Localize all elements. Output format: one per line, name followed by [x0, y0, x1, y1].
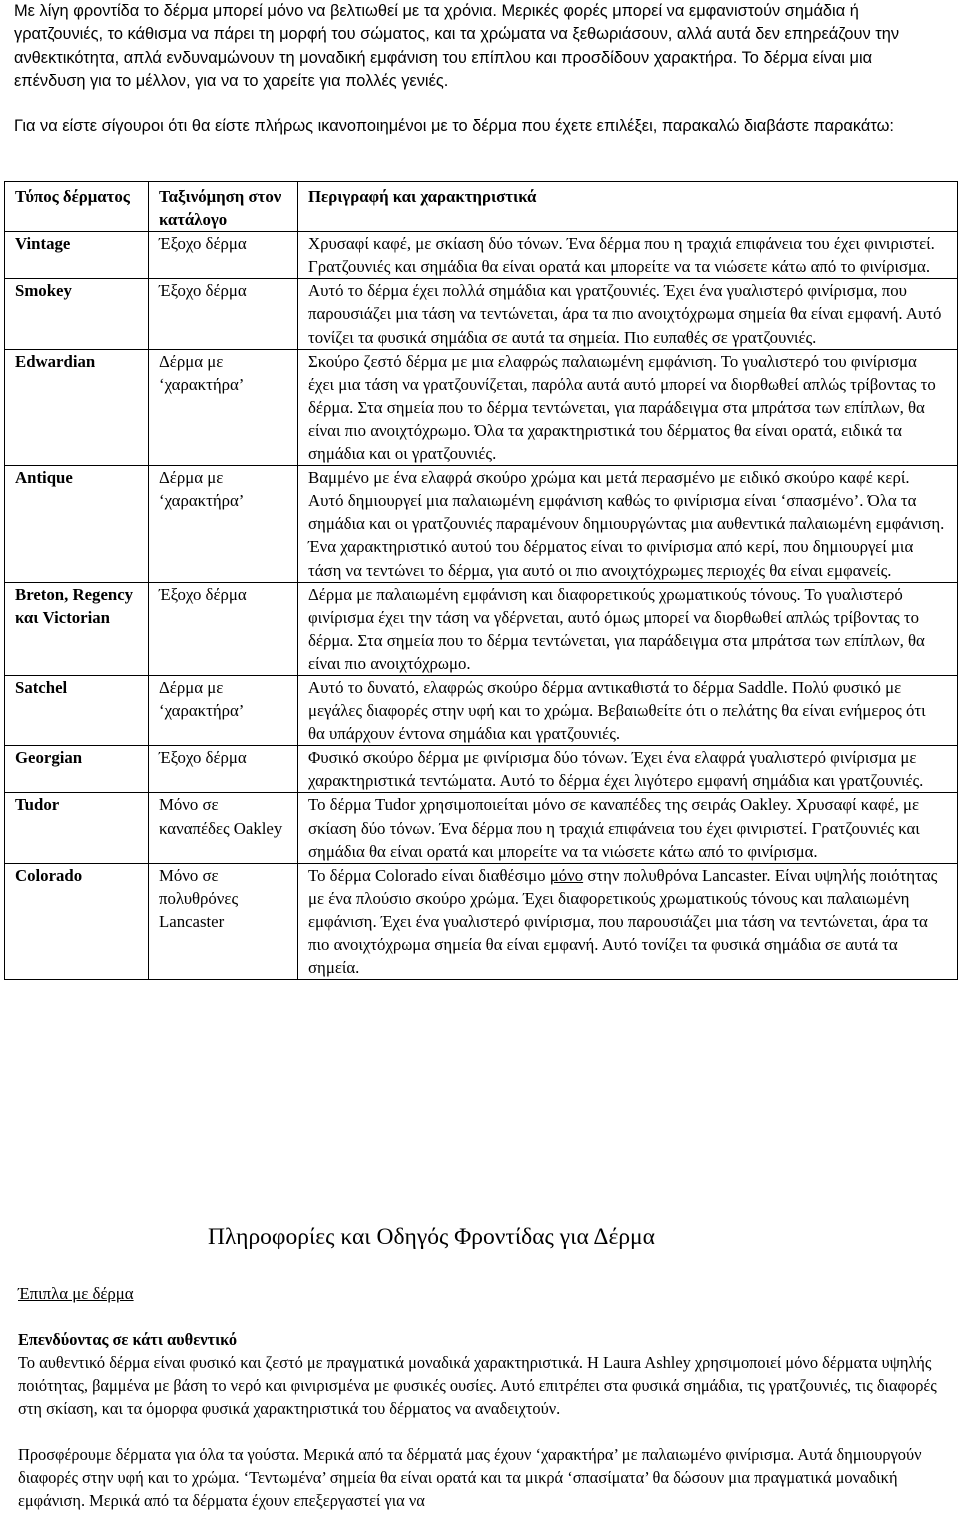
description-underlined-word: μόνο — [549, 865, 584, 885]
description-cell: Δέρμα με παλαιωμένη εμφάνιση και διαφορετικούς χρωματικούς τόνους. Το γυαλιστερό φινίρισμα έχει την τάση να γδέρνεται, αυτό όμως μπορεί να διορθωθεί απλώς τρίβοντας το δέρμα. Στα σημεία που το δέρμα τεντώνεται, για παράδειγμα στα μπράτσα των επίπλων, θα είναι πιο ανοιχτόχρωμο. — [298, 582, 958, 675]
catalog-category-cell: Δέρμα με ‘χαρακτήρα’ — [149, 675, 298, 745]
leather-type-cell: Satchel — [5, 675, 149, 745]
table-row — [5, 746, 958, 793]
catalog-category-cell: Έξοχο δέρμα — [149, 582, 298, 675]
description-cell: Σκούρο ζεστό δέρμα με μια ελαφρώς παλαιωμένη εμφάνιση. Το γυαλιστερό του φινίρισμα έχει μια τάση να γρατζουνίζεται, παρόλα αυτά αυτό μπορεί να διορθωθεί απλώς τρίβοντας το δέρμα. Στα σημεία που το δέρμα τεντώνεται, για παράδειγμα στα μπράτσα των επίπλων, θα είναι πιο ανοιχτόχρωμο. Όλα τα χαρακτηριστικά του δέρματος θα είναι ορατά, ειδικά τα σημάδια και οι γρατζουνιές. — [298, 349, 958, 465]
table-row — [5, 466, 958, 582]
table-row — [5, 279, 958, 349]
header-description: Περιγραφή και χαρακτηριστικά — [298, 182, 958, 232]
table-row — [5, 349, 958, 465]
lead-paragraph: Για να είστε σίγουροι ότι θα είστε πλήρως ικανοποιημένοι με το δέρμα που έχετε επιλέξει, παρακαλώ διαβάστε παρακάτω: — [14, 117, 894, 135]
section-title: Πληροφορίες και Οδηγός Φροντίδας για Δέρμα — [208, 1224, 655, 1250]
catalog-category-cell: Έξοχο δέρμα — [149, 232, 298, 279]
leather-type-cell: Breton, Regency και Victorian — [5, 582, 149, 675]
body-paragraph-1: Το αυθεντικό δέρμα είναι φυσικό και ζεστό με πραγματικά μοναδικά χαρακτηριστικά. Η Laura Ashley χρησιμοποιεί μόνο δέρματα υψηλής ποιότητας, βαμμένα με βάση το νερό και φινιρισμένα με φυσικές ουσίες. Αυτό επιτρέπει στα φυσικά σημάδια, τις γρατζουνιές, τις διαφορές στη σκίαση, και τα όμορφα φυσικά χαρακτηριστικά του δέρματος να αναδειχτούν. — [18, 1353, 937, 1419]
catalog-category-cell: Έξοχο δέρμα — [149, 279, 298, 349]
table-header-row — [5, 182, 958, 232]
catalog-category-cell: Δέρμα με ‘χαρακτήρα’ — [149, 466, 298, 582]
description-cell: Βαμμένο με ένα ελαφρά σκούρο χρώμα και μετά περασμένο με ειδικό σκούρο καφέ κερί. Αυτό δημιουργεί μια παλαιωμένη εμφάνιση καθώς το φινίρισμα είναι ‘σπασμένο’. Όλα τα σημάδια και οι γρατζουνιές παραμένουν δημιουργώντας μια αυθεντικά παλαιωμένη εμφάνιση. Ένα χαρακτηριστικό αυτού του δέρματος είναι το φινίρισμα από κερί, που δημιουργεί μια τάση να τεντώνει το δέρμα, για αυτό οι πιο ανοιχτόχρωμες περιοχές θα είναι εμφανείς. — [298, 466, 958, 582]
description-cell: Αυτό το δέρμα έχει πολλά σημάδια και γρατζουνιές. Έχει ένα γυαλιστερό φινίρισμα, που παρουσιάζει μια τάση να τεντώνεται, άρα τα πιο ανοιχτόχρωμα σημεία θα είναι εμφανή. Αυτό τονίζει τα φυσικά σημάδια σε αυτά τα σημεία. Πιο ευπαθές σε γρατζουνιές. — [298, 279, 958, 349]
description-text-start: Το δέρμα Colorado είναι διαθέσιμο — [308, 865, 550, 885]
leather-furniture-link[interactable]: Έπιπλα με δέρμα — [18, 1284, 134, 1303]
catalog-category-cell: Δέρμα με ‘χαρακτήρα’ — [149, 349, 298, 465]
catalog-category-cell: Έξοχο δέρμα — [149, 746, 298, 793]
leather-types-table — [4, 181, 958, 980]
table-row — [5, 582, 958, 675]
leather-type-cell: Vintage — [5, 232, 149, 279]
leather-type-cell: Georgian — [5, 746, 149, 793]
table-row — [5, 232, 958, 279]
description-text-end: στην πολυθρόνα Lancaster. Είναι υψηλής ποιότητας με ένα πλούσιο σκούρο χρώμα. Έχει διαφορετικούς χρωματικούς τόνους και παλαιωμένη εμφάνιση. Έχει ένα γυαλιστερό φινίρισμα, που παρουσιάζει μια τάση να τεντώνεται, άρα τα πιο ανοιχτόχρωμα σημεία θα είναι εμφανή. Αυτό τονίζει τα φυσικά σημάδια σε αυτά τα σημεία. — [308, 865, 938, 978]
leather-type-cell: Tudor — [5, 793, 149, 863]
description-cell — [298, 863, 958, 979]
table-row — [5, 863, 958, 979]
catalog-category-cell: Μόνο σε πολυθρόνες Lancaster — [149, 863, 298, 979]
body-paragraph-2: Προσφέρουμε δέρματα για όλα τα γούστα. Μερικά από τα δέρματά μας έχουν ‘χαρακτήρα’ με παλαιωμένο φινίρισμα. Αυτά δημιουργούν διαφορές στην υφή και το χρώμα. ‘Τεντωμένα’ σημεία θα είναι ορατά και τα μικρά ‘σπασίματα’ θα δώσουν μια πραγματικά μοναδική εμφάνιση. Μερικά από τα δέρματα έχουν επεξεργαστεί για να — [18, 1445, 922, 1511]
leather-type-cell: Edwardian — [5, 349, 149, 465]
table-row — [5, 793, 958, 863]
subheading: Επενδύοντας σε κάτι αυθεντικό — [18, 1330, 238, 1349]
intro-paragraph: Με λίγη φροντίδα το δέρμα μπορεί μόνο να βελτιωθεί με τα χρόνια. Μερικές φορές μπορεί να εμφανιστούν σημάδια ή γρατζουνιές, το κάθισμα να πάρει τη μορφή του σώματος, και τα χρώματα να ξεθωριάσουν, αλλά αυτά δεν επηρεάζουν την ανθεκτικότητα, απλά ενδυναμώνουν τη μοναδική εμφάνιση του επίπλου και προσδίδουν χαρακτήρα. Το δέρμα είναι μια επένδυση για το μέλλον, για να το χαρείτε για πολλές γενιές. — [14, 2, 900, 90]
table-row — [5, 675, 958, 745]
header-catalog-category: Ταξινόμηση στον κατάλογο — [149, 182, 298, 232]
leather-type-cell: Antique — [5, 466, 149, 582]
leather-type-cell: Colorado — [5, 863, 149, 979]
description-cell: Αυτό το δυνατό, ελαφρώς σκούρο δέρμα αντικαθιστά το δέρμα Saddle. Πολύ φυσικό με μεγάλες διαφορές στην υφή και το χρώμα. Βεβαιωθείτε ότι ο πελάτης θα είναι ενήμερος ότι θα υπάρχουν έντονα σημάδια και γρατζουνιές. — [298, 675, 958, 745]
catalog-category-cell: Μόνο σε καναπέδες Oakley — [149, 793, 298, 863]
header-leather-type: Τύπος δέρματος — [5, 182, 149, 232]
leather-type-cell: Smokey — [5, 279, 149, 349]
description-cell: Φυσικό σκούρο δέρμα με φινίρισμα δύο τόνων. Έχει ένα ελαφρά γυαλιστερό φινίρισμα με χαρακτηριστικά τεντώματα. Αυτό το δέρμα έχει λιγότερο εμφανή σημάδια και γρατζουνιές. — [298, 746, 958, 793]
description-cell: Το δέρμα Tudor χρησιμοποιείται μόνο σε καναπέδες της σειράς Oakley. Χρυσαφί καφέ, με σκίαση δύο τόνων. Ένα δέρμα που η τραχιά επιφάνεια του έχει φινιριστεί. Γρατζουνιές και σημάδια θα είναι ορατά και μπορείτε να τα νιώσετε κάτω από το φινίρισμα. — [298, 793, 958, 863]
description-cell: Χρυσαφί καφέ, με σκίαση δύο τόνων. Ένα δέρμα που η τραχιά επιφάνεια του έχει φινιριστεί. Γρατζουνιές και σημάδια θα είναι ορατά και μπορείτε να τα νιώσετε κάτω από το φινίρισμα. — [298, 232, 958, 279]
